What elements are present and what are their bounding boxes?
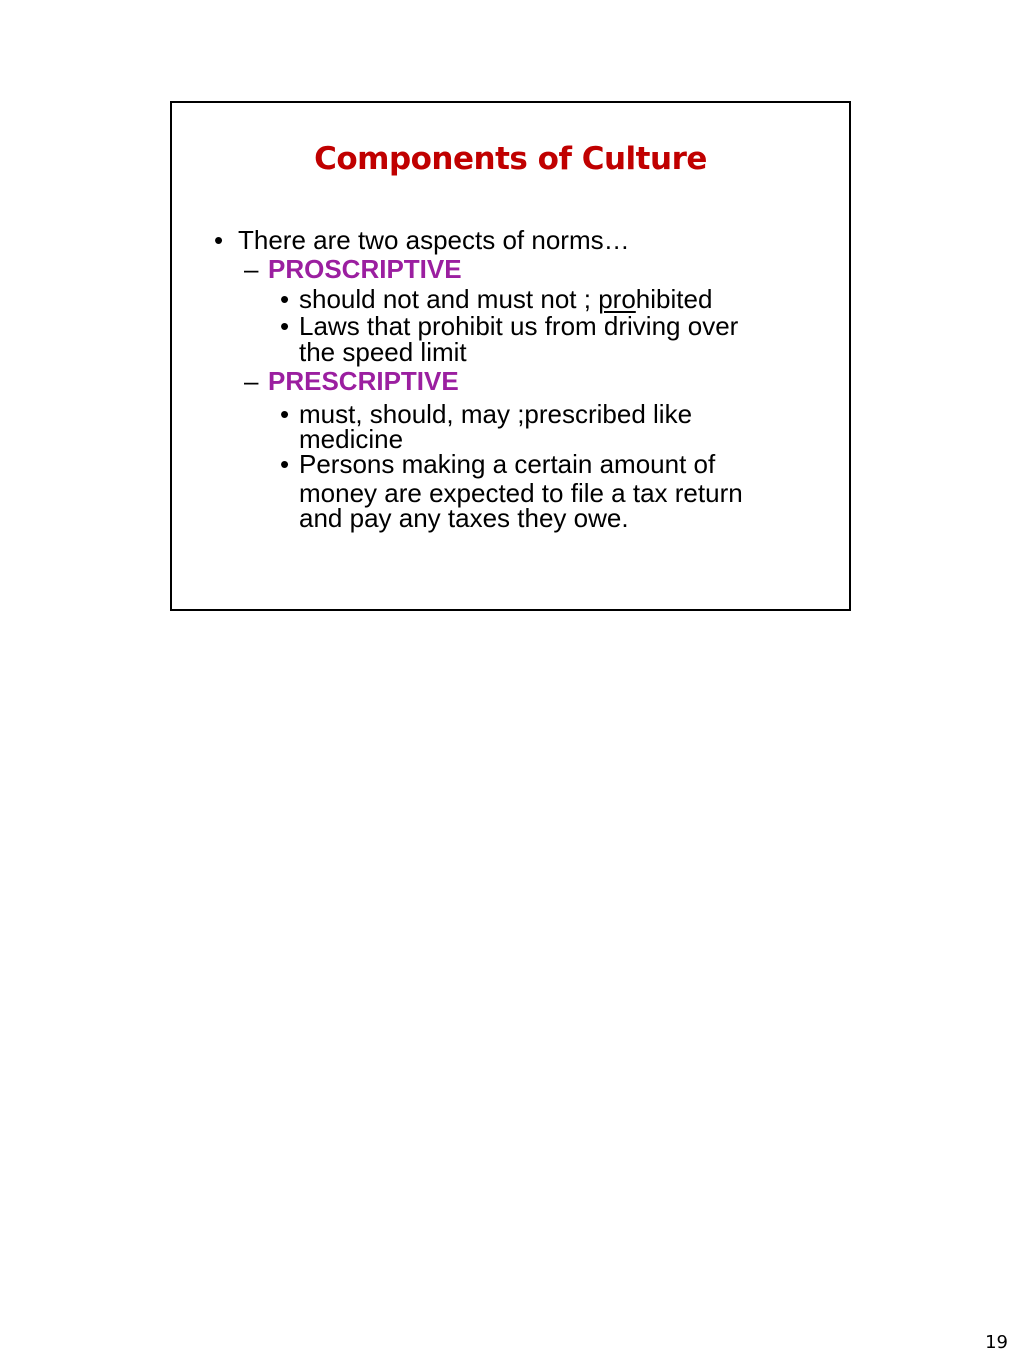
bullet-marker: • bbox=[280, 311, 290, 341]
prescriptive-item-2-line-2: money are expected to file a tax return bbox=[299, 478, 743, 508]
proscriptive-heading: PROSCRIPTIVE bbox=[268, 254, 462, 284]
slide-frame bbox=[170, 101, 851, 611]
dash-marker: – bbox=[244, 254, 259, 284]
bullet-marker: • bbox=[280, 449, 290, 479]
proscriptive-item-1-start: should not and must not ; bbox=[299, 284, 599, 314]
prescriptive-item-2-line-1: Persons making a certain amount of bbox=[299, 449, 716, 479]
dash-marker: – bbox=[244, 366, 259, 396]
prescriptive-heading: PRESCRIPTIVE bbox=[268, 366, 459, 396]
prescriptive-item-2-line-3: and pay any taxes they owe. bbox=[299, 503, 629, 533]
prescriptive-item-1-line-2: medicine bbox=[299, 424, 404, 454]
bullet-marker: • bbox=[280, 284, 290, 314]
proscriptive-item-2-line-1: Laws that prohibit us from driving over bbox=[299, 311, 739, 341]
proscriptive-item-2-line-2: the speed limit bbox=[299, 337, 467, 367]
slide-title: Components of Culture bbox=[314, 141, 707, 177]
underlined-prefix: pro bbox=[598, 284, 636, 314]
bullet-marker: • bbox=[280, 399, 290, 429]
proscriptive-item-1 bbox=[299, 285, 712, 313]
prescriptive-item-1-line-1: must, should, may ;prescribed like bbox=[299, 399, 693, 429]
proscriptive-item-1-end: hibited bbox=[635, 284, 713, 314]
page-number: 19 bbox=[985, 1332, 1008, 1353]
bullet-marker: • bbox=[214, 225, 224, 255]
intro-text: There are two aspects of norms… bbox=[238, 225, 630, 255]
